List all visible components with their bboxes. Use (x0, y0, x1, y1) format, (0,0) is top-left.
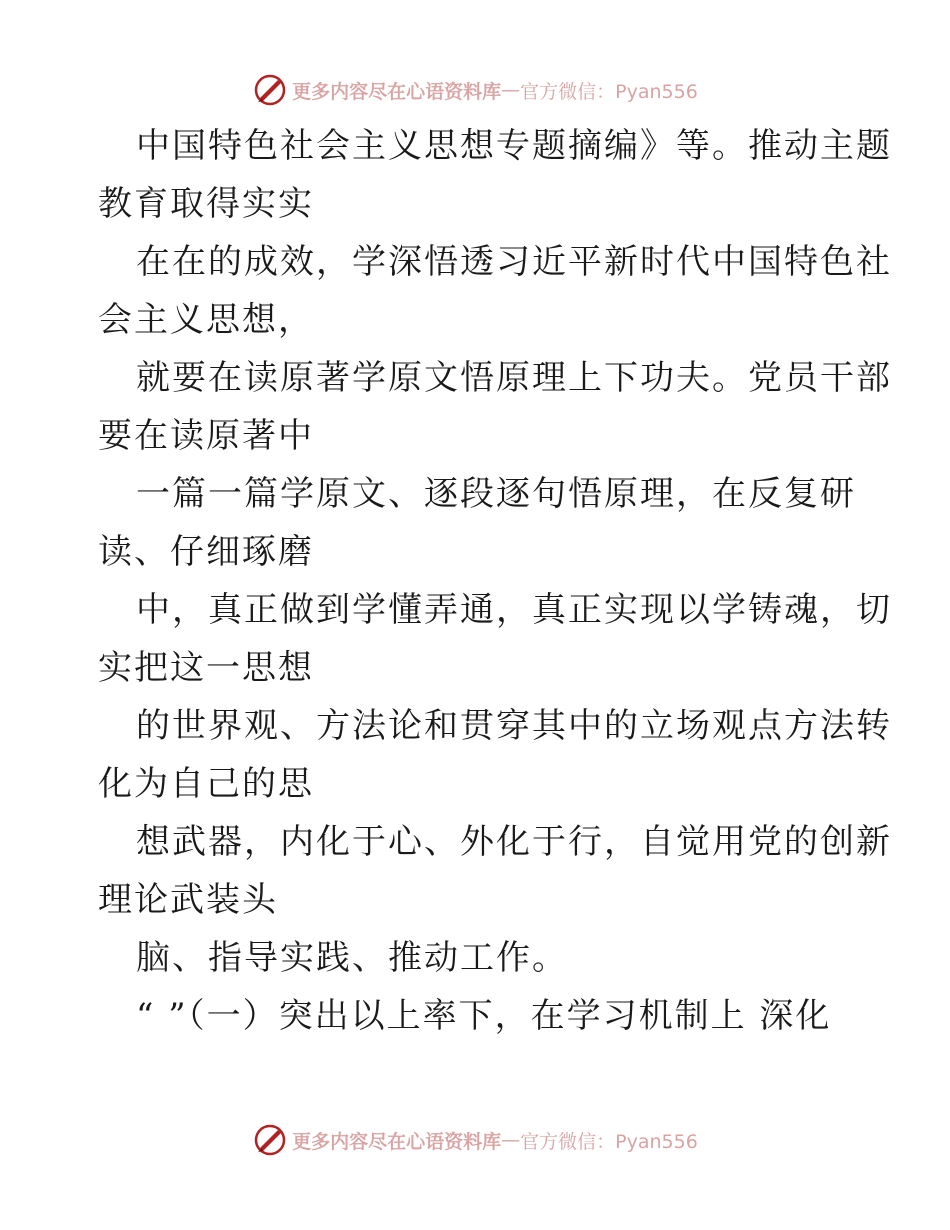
paragraph-line: 教育取得实实 (98, 184, 314, 224)
watermark-text: 更多内容尽在心语资料库 (292, 80, 502, 103)
pen-logo-icon (252, 72, 288, 108)
paragraph-line: 就要在读原著学原文悟原理上下功夫。党员干部 (136, 358, 892, 398)
paragraph-line: 的世界观、方法论和贯穿其中的立场观点方法转 (136, 706, 892, 746)
paragraph-line: 要在读原著中 (98, 416, 314, 456)
pen-logo-icon (252, 1122, 288, 1158)
watermark-separator: — (501, 79, 521, 101)
paragraph-line: 读、仔细琢磨 (98, 532, 314, 572)
watermark-suffix: 官方微信：Pyan556 (520, 80, 698, 103)
header-watermark (0, 70, 950, 110)
footer-watermark (0, 1120, 950, 1160)
paragraph-line: 化为自己的思 (98, 764, 314, 804)
paragraph-line: 会主义思想， (98, 300, 314, 340)
paragraph-line: 脑、指导实践、推动工作。 (136, 938, 568, 978)
paragraph-line: 中，真正做到学懂弄通，真正实现以学铸魂，切 (136, 590, 892, 630)
paragraph-line: 一篇一篇学原文、逐段逐句悟原理，在反复研 (136, 474, 856, 514)
watermark-separator: — (501, 1129, 521, 1151)
section-heading-line: “ ”（一）突出以上率下，在学习机制上 深化 (136, 996, 832, 1036)
paragraph-line: 想武器，内化于心、外化于行，自觉用党的创新 (136, 822, 892, 862)
paragraph-line: 中国特色社会主义思想专题摘编》等。推动主题 (136, 126, 892, 166)
paragraph-line: 理论武装头 (98, 880, 278, 920)
watermark-text: 更多内容尽在心语资料库 (292, 1130, 502, 1153)
paragraph-line: 在在的成效，学深悟透习近平新时代中国特色社 (136, 242, 892, 282)
paragraph-line: 实把这一思想 (98, 648, 314, 688)
watermark-suffix: 官方微信：Pyan556 (520, 1130, 698, 1153)
